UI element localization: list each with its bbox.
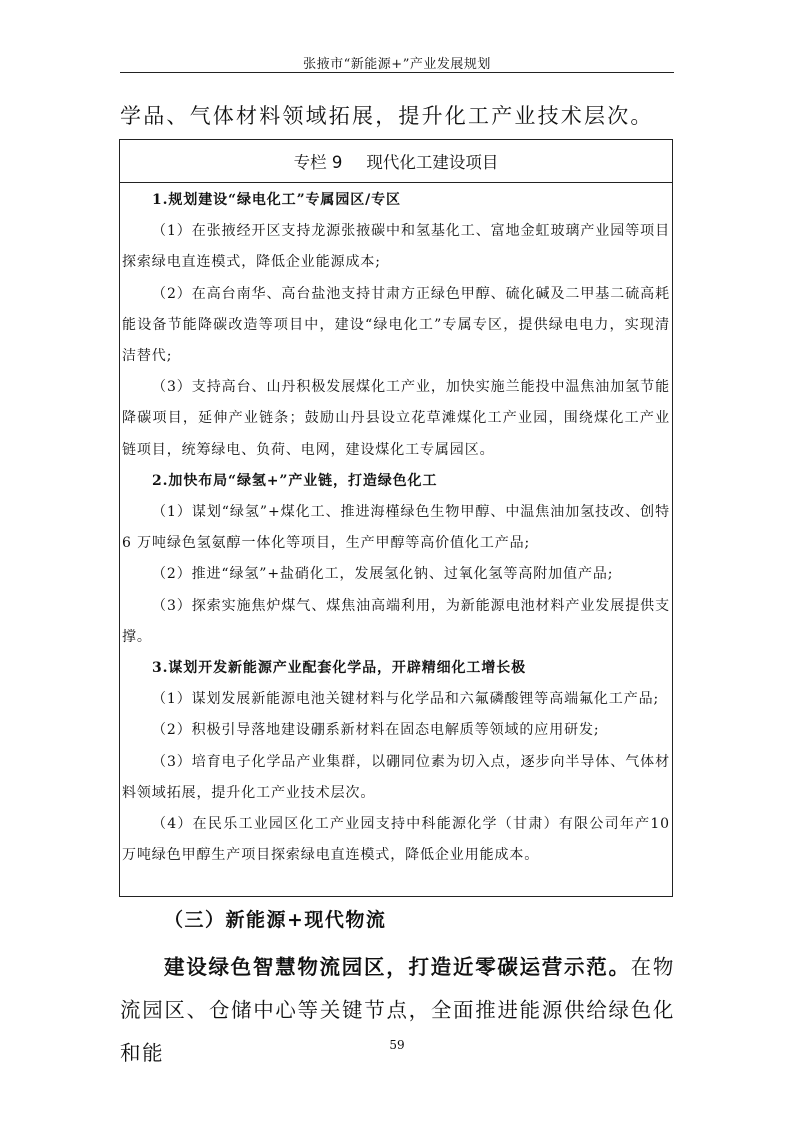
section-heading: 3.谋划开发新能源产业配套化学品，开辟精细化工增长极 <box>152 660 527 677</box>
page-number: 59 <box>389 1038 405 1052</box>
list-item: （4）在民乐工业园区化工产业园支持中科能源化学（甘肃）有限公司年产10 万吨绿色甲醇生产项目探索绿电直连模式，降低企业用能成本。 <box>122 816 670 864</box>
section-heading: 2.加快布局“绿氢+”产业链，打造绿色化工 <box>152 472 438 489</box>
header-rule <box>120 72 674 73</box>
box-number: 专栏 9 <box>293 153 343 172</box>
running-header: 张掖市“新能源+”产业发展规划 <box>303 57 491 72</box>
list-item: （2）在高台南华、高台盐池支持甘肃方正绿色甲醇、硫化碱及二甲基二硫高耗能设备节能降碳改造等项目中，建设“绿电化工”专属专区，提供绿电电力，实现清洁替代; <box>122 285 670 365</box>
list-item: （1）在张掖经开区支持龙源张掖碳中和氢基化工、富地金虹玻璃产业园等项目探索绿电直连模式，降低企业能源成本; <box>122 223 670 271</box>
body-paragraph <box>120 946 675 1075</box>
list-item: （2）推进“绿氢”+盐硝化工，发展氢化钠、过氧化氢等高附加值产品; <box>152 566 614 583</box>
list-item: （1）谋划发展新能源电池关键材料与化学品和六氟磷酸锂等高端氟化工产品; <box>152 691 660 708</box>
box-title: 现代化工建设项目 <box>366 153 499 172</box>
paragraph-body: 在物流园区、仓储中心等关键节点，全面推进能源供给绿色化和能 <box>120 955 675 1065</box>
list-item: （3）培育电子化学品产业集群，以硼同位素为切入点，逐步向半导体、气体材料领域拓展，提升化工产业技术层次。 <box>122 753 670 801</box>
project-box <box>119 139 673 897</box>
list-item: （3）探索实施焦炉煤气、煤焦油高端利用，为新能源电池材料产业发展提供支撑。 <box>122 597 670 645</box>
box-body <box>120 183 672 871</box>
list-item: （1）谋划“绿氢”+煤化工、推进海槿绿色生物甲醇、中温焦油加氢技改、创特 6 万吨绿色氢氨醇一体化等项目，生产甲醇等高价值化工产品; <box>122 504 670 552</box>
subsection-title: （三）新能源+现代物流 <box>164 909 387 931</box>
box-heading <box>120 140 672 183</box>
list-item: （2）积极引导落地建设硼系新材料在固态电解质等领域的应用研发; <box>152 722 600 739</box>
paragraph-lead: 建设绿色智慧物流园区，打造近零碳运营示范。 <box>164 955 631 979</box>
list-item: （3）支持高台、山丹积极发展煤化工产业，加快实施兰能投中温焦油加氢节能降碳项目，延伸产业链条；鼓励山丹县设立花草滩煤化工产业园，围绕煤化工产业链项目，统筹绿电、负荷、电网，建设煤化工专属园区。 <box>122 379 670 458</box>
section-heading: 1.规划建设“绿电化工”专属园区/专区 <box>152 192 401 208</box>
continued-text-line: 学品、气体材料领域拓展，提升化工产业技术层次。 <box>120 104 654 128</box>
